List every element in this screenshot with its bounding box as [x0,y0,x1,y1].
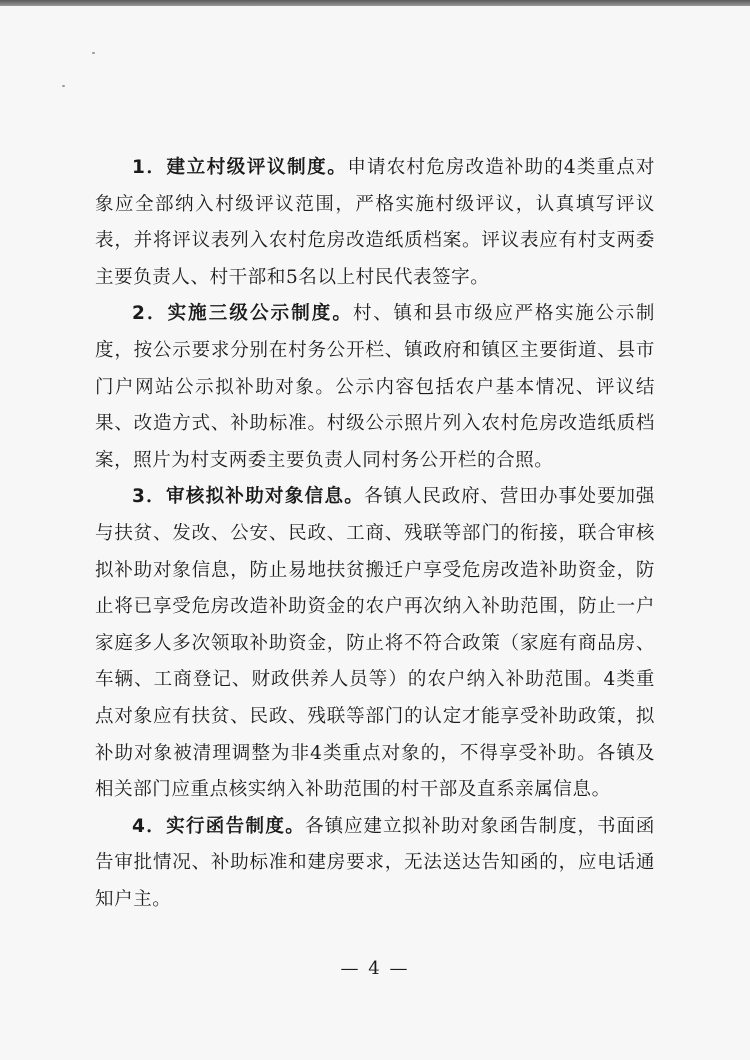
section-3-heading: 3．审核拟补助对象信息。 [132,486,365,508]
section-2 [95,296,655,479]
section-1-text: 申请农村危房改造补助的4类重点对象应全部纳入村级评议范围，严格实施村级评议，认真填写评议表，并将评议表列入农村危房改造纸质档案。评议表应有村支两委主要负责人、村干部和5名以上村民代表签字。 [95,157,655,288]
section-2-text: 村、镇和县市级应严格实施公示制度，按公示要求分别在村务公开栏、镇政府和镇区主要街道、县市门户网站公示拟补助对象。公示内容包括农户基本情况、评议结果、改造方式、补助标准。村级公示照片列入农村危房改造纸质档案，照片为村支两委主要负责人同村务公开栏的合照。 [95,303,655,471]
section-2-heading: 2．实施三级公示制度。 [132,303,354,325]
scan-speck [62,85,65,87]
section-3 [95,479,655,808]
section-1 [95,150,655,296]
document-body [95,150,655,918]
section-4-text: 各镇应建立拟补助对象函告制度，书面函告审批情况、补助标准和建房要求，无法送达告知函的，应电话通知户主。 [95,815,655,910]
section-4 [95,809,655,919]
section-1-heading: 1．建立村级评议制度。 [132,157,348,178]
scan-top-edge [0,0,750,6]
section-4-heading: 4．实行函告制度。 [132,815,306,837]
scan-speck [92,52,95,54]
page-number: — 4 — [340,958,410,979]
section-3-text: 各镇人民政府、营田办事处要加强与扶贫、发改、公安、民政、工商、残联等部门的衔接，联合审核拟补助对象信息，防止易地扶贫搬迁户享受危房改造补助资金，防止将已享受危房改造补助资金的农户再次纳入补助范围，防止一户家庭多人多次领取补助资金，防止将不符合政策（家庭有商品房、车辆、工商登记、财政供养人员等）的农户纳入补助范围。4类重点对象应有扶贫、民政、残联等部门的认定才能享受补助政策，拟补助对象被清理调整为非4类重点对象的，不得享受补助。各镇及相关部门应重点核实纳入补助范围的村干部及直系亲属信息。 [95,486,655,801]
